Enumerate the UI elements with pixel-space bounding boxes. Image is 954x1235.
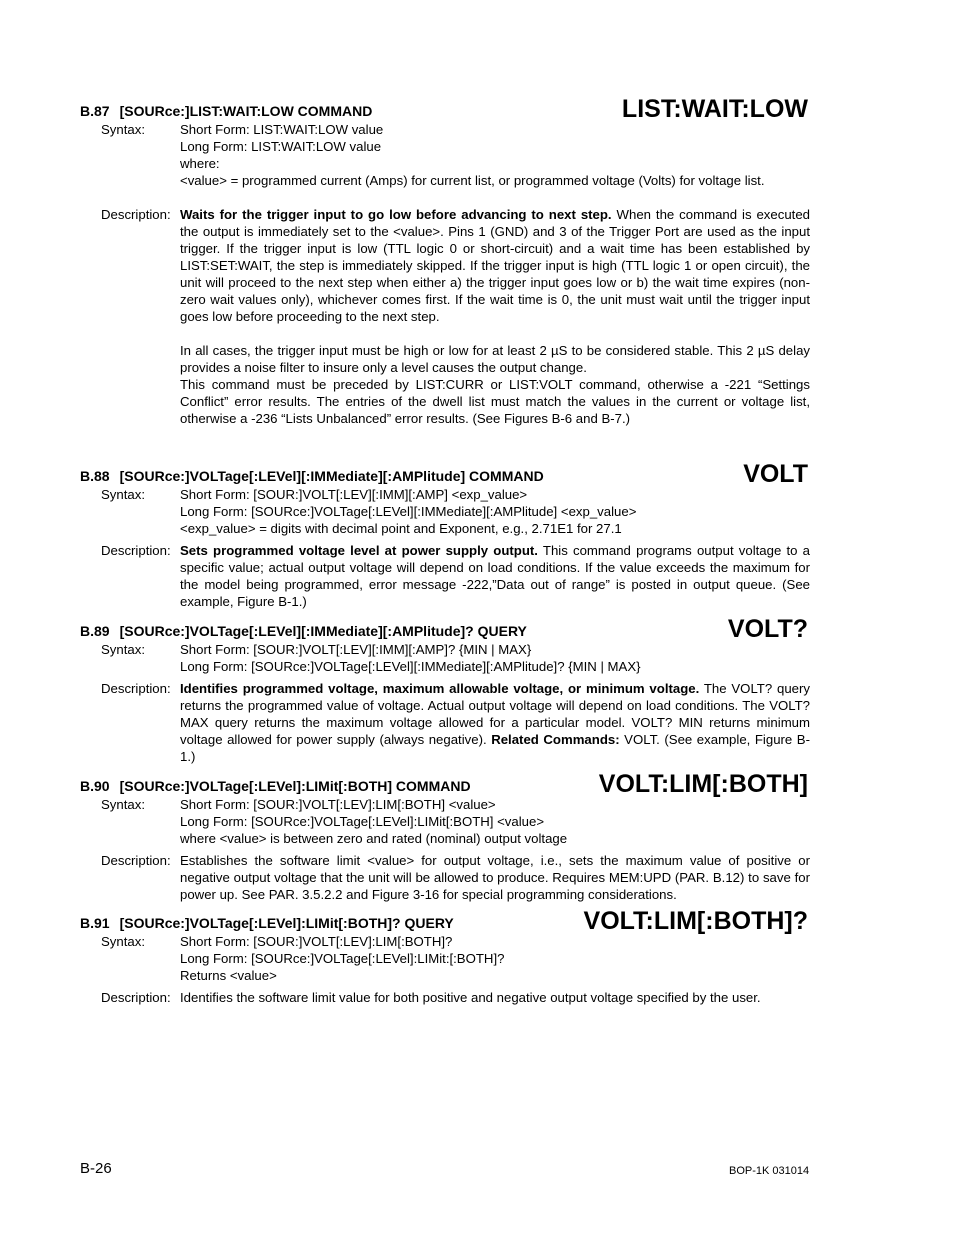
syntax-line: Long Form: [SOURce:]VOLTage[:LEVel][:IMMediate][:AMPlitude]? {MIN | MAX} <box>180 659 641 674</box>
description-bold: Identifies programmed voltage, maximum allowable voltage, or minimum voltage. <box>180 681 700 696</box>
syntax-label: Syntax: <box>101 934 145 949</box>
section-b88 <box>80 460 810 610</box>
section-title: [SOURce:]LIST:WAIT:LOW COMMAND <box>119 103 373 119</box>
command-keyword: VOLT? <box>727 615 808 643</box>
description-block <box>80 989 810 1006</box>
related-commands-label: Related Commands: <box>491 732 620 747</box>
syntax-line: Short Form: [SOUR:]VOLT[:LEV]:LIM[:BOTH] <value> <box>180 797 496 812</box>
section-b87 <box>80 95 810 427</box>
syntax-line: Short Form: [SOUR:]VOLT[:LEV][:IMM][:AMP]? {MIN | MAX} <box>180 642 532 657</box>
section-header <box>80 907 810 935</box>
syntax-block <box>80 121 810 189</box>
section-b91 <box>80 907 810 1006</box>
syntax-line: Short Form: [SOUR:]VOLT[:LEV][:IMM][:AMP] <exp_value> <box>180 487 528 502</box>
section-number: B.89 <box>80 623 110 639</box>
description-paragraph: In all cases, the trigger input must be high or low for at least 2 µS to be considered stable. This 2 µS delay provides a noise filter to insure only a level causes the output change. <box>180 343 810 375</box>
syntax-line: <exp_value> = digits with decimal point and Exponent, e.g., 2.71E1 for 27.1 <box>180 521 622 536</box>
section-heading <box>80 623 527 640</box>
section-number: B.87 <box>80 103 110 119</box>
description-label: Description: <box>101 853 171 868</box>
page-number: B-26 <box>80 1160 112 1177</box>
syntax-line: where: <box>180 156 220 171</box>
command-keyword: VOLT:LIM[:BOTH]? <box>583 907 808 935</box>
syntax-label: Syntax: <box>101 642 145 657</box>
description-bold: Waits for the trigger input to go low before advancing to next step. <box>180 207 612 222</box>
description-text: Establishes the software limit <value> for output voltage, i.e., sets the maximum value of positive or negative output voltage that the unit will be allowed to produce. Requires MEM:UPD (PAR. B.12) to save for power up. See PAR. 3.5.2.2 and Figure 3-16 for special programming considerations. <box>180 853 810 902</box>
description-block <box>80 206 810 427</box>
command-keyword: LIST:WAIT:LOW <box>621 95 808 123</box>
document-id: BOP-1K 031014 <box>729 1165 810 1177</box>
section-heading <box>80 468 544 485</box>
description-text <box>180 542 810 610</box>
description-paragraph: This command must be preceded by LIST:CURR or LIST:VOLT command, otherwise a -221 “Settings Conflict” error results. The entries of the dwell list must match the values in the current or voltage list, otherwise a -236 “Lists Unbalanced” error results. (See Figures B-6 and B-7.) <box>180 377 810 426</box>
command-keyword: VOLT <box>743 460 808 488</box>
section-number: B.88 <box>80 468 110 484</box>
syntax-label: Syntax: <box>101 122 145 137</box>
section-title: [SOURce:]VOLTage[:LEVel]:LIMit[:BOTH] COMMAND <box>119 778 471 794</box>
syntax-line: Short Form: [SOUR:]VOLT[:LEV]:LIM[:BOTH]? <box>180 934 453 949</box>
syntax-block <box>80 641 810 675</box>
section-header <box>80 460 810 488</box>
syntax-label: Syntax: <box>101 797 145 812</box>
description-block <box>80 680 810 765</box>
description-text <box>180 680 810 765</box>
command-keyword: VOLT:LIM[:BOTH] <box>598 770 808 798</box>
description-block <box>80 852 810 903</box>
description-bold: Sets programmed voltage level at power supply output. <box>180 543 538 558</box>
section-heading <box>80 915 454 932</box>
description-label: Description: <box>101 207 171 222</box>
description-text: Identifies the software limit value for both positive and negative output voltage specified by the user. <box>180 990 761 1005</box>
syntax-line: Long Form: [SOURce:]VOLTage[:LEVel][:IMMediate][:AMPlitude] <exp_value> <box>180 504 637 519</box>
syntax-line: Short Form: LIST:WAIT:LOW value <box>180 122 384 137</box>
syntax-line: where <value> is between zero and rated (nominal) output voltage <box>180 831 568 846</box>
syntax-block <box>80 933 810 984</box>
description-label: Description: <box>101 681 171 696</box>
description-body: When the command is executed the output is immediately set to the <value>. Pins 1 (GND) and 3 of the Trigger Port are used as the input trigger. If the trigger input is low (TTL logic 0 or short-circuit) and a wait time has been established by LIST:SET:WAIT, the step is immediately skipped. If the trigger input is high (TTL logic 1 or open circuit), the unit will proceed to the next step when either a) the trigger input goes low or b) the wait time expires (non-zero wait values only), whichever comes first. If the wait time is 0, the unit must wait until the trigger input goes low before proceeding to the next step. <box>180 207 810 324</box>
section-heading <box>80 778 471 795</box>
syntax-block <box>80 796 810 847</box>
syntax-line: Long Form: [SOURce:]VOLTage[:LEVel]:LIMit:[:BOTH]? <box>180 951 505 966</box>
description-body: This command programs output voltage to a specific value; actual output voltage will depend on load conditions. If the value exceeds the maximum for the model being programmed, error message -222,”Data out of range” is posted in output queue. (See example, Figure B-1.) <box>180 543 810 609</box>
section-number: B.91 <box>80 915 110 931</box>
syntax-line: <value> = programmed current (Amps) for current list, or programmed voltage (Volts) for voltage list. <box>180 173 765 188</box>
section-b90 <box>80 770 810 903</box>
section-header <box>80 770 810 798</box>
section-header <box>80 615 810 643</box>
section-title: [SOURce:]VOLTage[:LEVel]:LIMit[:BOTH]? QUERY <box>119 915 454 931</box>
syntax-label: Syntax: <box>101 487 145 502</box>
syntax-block <box>80 486 810 537</box>
section-title: [SOURce:]VOLTage[:LEVel][:IMMediate][:AMPlitude] COMMAND <box>119 468 544 484</box>
section-title: [SOURce:]VOLTage[:LEVel][:IMMediate][:AMPlitude]? QUERY <box>119 623 527 639</box>
section-header <box>80 95 810 123</box>
description-body: VOLT. (See example, Figure B-1.) <box>180 732 810 764</box>
syntax-line: Long Form: LIST:WAIT:LOW value <box>180 139 382 154</box>
description-text <box>180 206 810 325</box>
section-heading <box>80 103 372 120</box>
syntax-line: Returns <value> <box>180 968 277 983</box>
description-block <box>80 542 810 610</box>
syntax-line: Long Form: [SOURce:]VOLTage[:LEVel]:LIMit[:BOTH] <value> <box>180 814 545 829</box>
section-number: B.90 <box>80 778 110 794</box>
section-b89 <box>80 615 810 765</box>
description-body: The VOLT? query returns the programmed value of voltage. Actual output voltage will depend on load conditions. The VOLT?MAX query returns the maximum voltage allowed for a particular model. VOLT? MIN returns minimum voltage allowed for power supply (always negative). <box>180 681 810 747</box>
description-label: Description: <box>101 543 171 558</box>
description-label: Description: <box>101 990 171 1005</box>
